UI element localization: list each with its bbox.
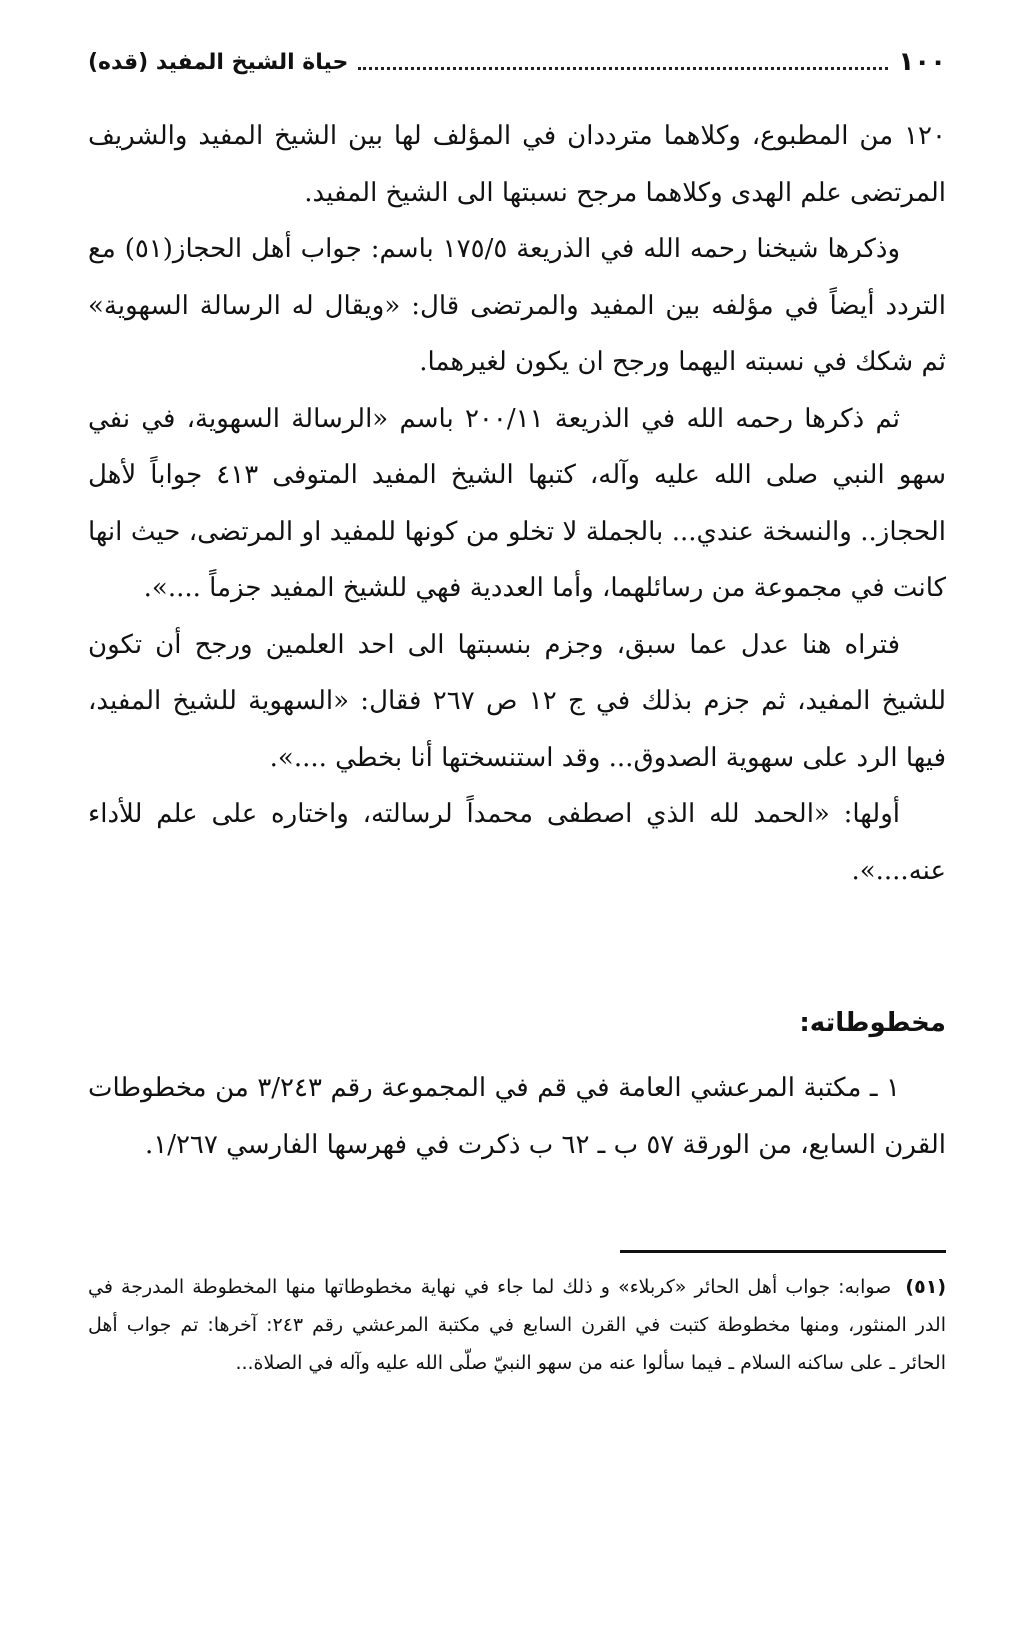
footnote-marker: (٥١) (905, 1276, 946, 1298)
paragraph: وذكرها شيخنا رحمه الله في الذريعة ١٧٥/٥ باسم: جواب أهل الحجاز(٥١) مع التردد أيضاً في مؤلفه بين المفيد والمرتضى قال: «ويقال له الرسالة السهوية» ثم شكك في نسبته اليهما ورجح ان يكون لغيرهما. (88, 234, 946, 377)
manuscripts-list (88, 1060, 946, 1173)
paragraph: فتراه هنا عدل عما سبق، وجزم بنسبتها الى احد العلمين ورجح أن تكون للشيخ المفيد، ثم جزم بذلك في ج ١٢ ص ٢٦٧ فقال: «السهوية للشيخ المفيد، فيها الرد على سهوية الصدوق... وقد استنسختها أنا بخطي ....». (88, 629, 947, 773)
paragraph: ١٢٠ من المطبوع، وكلاهما مترددان في المؤلف لها بين الشيخ المفيد والشريف المرتضى علم الهدى وكلاهما مرجح نسبتها الى الشيخ المفيد. (88, 121, 946, 208)
running-title: حياة الشيخ المفيد (قده) (88, 49, 349, 75)
header-dot-leader (358, 67, 888, 70)
main-text (88, 108, 946, 899)
footnote (88, 1268, 946, 1382)
page-header (88, 40, 946, 84)
paragraph: ثم ذكرها رحمه الله في الذريعة ٢٠٠/١١ باسم «الرسالة السهوية، في نفي سهو النبي صلى الله عليه وآله، كتبها الشيخ المفيد المتوفى ٤١٣ جواباً لأهل الحجاز.. والنسخة عندي... بالجملة لا تخلو من كونها للمفيد او المرتضى، حيث انها كانت في مجموعة من رسائلهما، وأما العددية فهي للشيخ المفيد جزماً ....». (88, 403, 946, 603)
section-heading: مخطوطاته: (799, 1008, 946, 1038)
footnote-text: صوابه: جواب أهل الحائر «كربلاء» و ذلك لما جاء في نهاية مخطوطاتها منها المخطوطة المدرجة في الدر المنثور، ومنها مخطوطة كتبت في القرن السابع في مكتبة المرعشي رقم ٢٤٣: آخرها: تم جواب أهل الحائر ـ على ساكنه السلام ـ فيما سألوا عنه من سهو النبيّ صلّى الله عليه وآله في الصلاة... (88, 1276, 946, 1374)
footnote-divider (620, 1250, 946, 1253)
page-number: ١٠٠ (898, 47, 946, 77)
paragraph: أولها: «الحمد لله الذي اصطفى محمداً لرسالته، واختاره على علم للأداء عنه....». (88, 799, 946, 886)
manuscript-item: ١ ـ مكتبة المرعشي العامة في قم في المجموعة رقم ٣/٢٤٣ من مخطوطات القرن السابع، من الورقة ٥٧ ب ـ ٦٢ ب ذكرت في فهرسها الفارسي ١/٢٦٧. (88, 1073, 946, 1160)
